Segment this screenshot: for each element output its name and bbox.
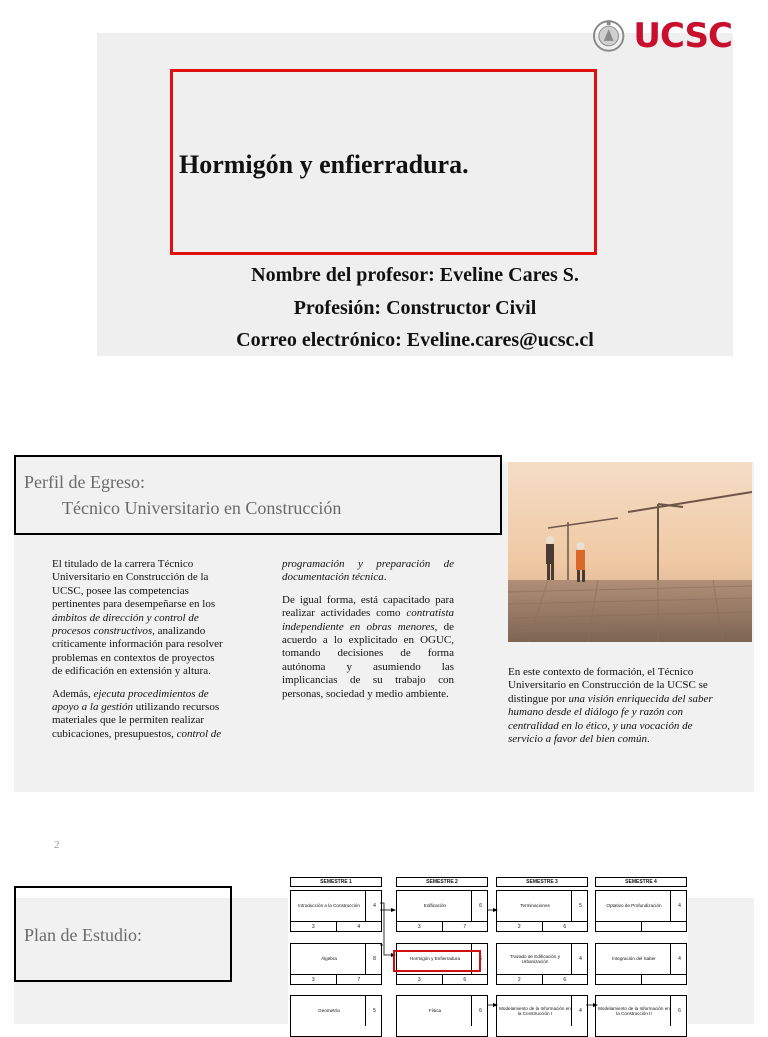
course-name: Optativo de Profundización — [606, 903, 662, 909]
course-credits: 4 — [571, 996, 589, 1026]
semester-header: SEMESTRE 4 — [595, 877, 687, 887]
course-name: Introducción a la Construcción — [298, 903, 360, 909]
course-credits: 6 — [471, 944, 489, 974]
course-title: Hormigón y enfierradura. — [179, 150, 469, 179]
profile-subheading: Técnico Universitario en Construcción — [62, 498, 342, 518]
text-run: , analizando críticamente información para resolver problemas en contextos de proyectos de edificación en extensión y altura. — [52, 625, 223, 678]
course-name: Hormigón y Enfierradura — [409, 956, 461, 962]
profile-heading: Perfil de Egreso: — [24, 472, 145, 492]
text-run: utilizando recursos materiales que le permiten realizar cubicaciones, presupuestos, — [52, 701, 220, 740]
course-hours-value: 7 — [357, 977, 361, 983]
current-course-highlight — [393, 950, 481, 972]
semester-header: SEMESTRE 2 — [396, 877, 488, 887]
course-name: Edificación — [423, 903, 447, 909]
course-credits: 6 — [471, 996, 489, 1026]
text-run: . — [383, 571, 387, 584]
course-credits: 4 — [571, 944, 589, 974]
text-run-italic: programación y preparación de documentación técnica — [282, 558, 454, 584]
text-run: , de acuerdo a lo explicitado en OGUC, tomando decisiones de forma autónoma y asumiendo las implicancias de su trabajo con personas, sociedad y medio ambiente. — [282, 620, 454, 700]
course-name: Trazado de Edificación y Urbanización — [509, 953, 561, 964]
course-name: Geometría — [318, 1008, 340, 1014]
page-number: 2 — [54, 839, 60, 851]
semester-header: SEMESTRE 3 — [496, 877, 588, 887]
course-name: Terminaciones — [520, 903, 550, 909]
text-run-italic: contratista independiente en obras menores — [282, 607, 454, 633]
curriculum-grid — [288, 875, 688, 1024]
course-credits: 6 — [670, 996, 688, 1026]
profile-paragraph — [282, 594, 454, 701]
professor-email: Correo electrónico: Eveline.cares@ucsc.cl — [236, 329, 594, 351]
course-hours-value: 2 — [497, 922, 543, 932]
course-credits: 4 — [670, 944, 688, 974]
prerequisite-arrows — [288, 875, 688, 1024]
professor-profession: Profesión: Constructor Civil — [293, 297, 537, 319]
course-name: Álgebra — [321, 956, 337, 962]
course-hours-value: 3 — [397, 975, 443, 985]
course-credits: 5 — [365, 996, 383, 1026]
semester-header: SEMESTRE 1 — [290, 877, 382, 887]
text-run-italic: control de — [176, 727, 222, 740]
logo-text: UCSC — [633, 16, 732, 56]
course-hours-value: 6 — [563, 977, 567, 983]
course-hours-value: 4 — [357, 924, 361, 930]
profile-heading-box — [14, 455, 502, 535]
course-hours-value: 3 — [291, 922, 337, 932]
course-name: Integración del Saber — [612, 956, 656, 962]
course-name: Modelamiento de la Información en la Construcción II — [598, 1005, 670, 1016]
profile-column-3 — [508, 666, 720, 746]
course-hours-value: 6 — [463, 977, 467, 983]
text-run-italic: una visión enriquecida del saber humano desde el diálogo fe y razón con centralidad en lo ético, y una vocación de servicio a favor del bien común — [508, 692, 713, 746]
profile-paragraph — [52, 558, 224, 679]
profile-column-1 — [52, 558, 224, 741]
profile-column-2 — [282, 558, 454, 701]
course-hours-value: 7 — [463, 924, 467, 930]
professor-name: Nombre del profesor: Eveline Cares S. — [251, 264, 579, 286]
course-hours-value: 2 — [497, 975, 543, 985]
text-run: El titulado de la carrera Técnico Universitario en Construcción de la UCSC, posee las competencias pertinentes para desempeñarse en los — [52, 558, 216, 611]
course-hours-value: 3 — [291, 975, 337, 985]
profile-paragraph — [52, 688, 224, 742]
text-run: En este contexto de formación, el Técnico Universitario en Construcción de la UCSC se distingue por — [508, 666, 708, 705]
course-credits: 4 — [365, 891, 383, 921]
course-credits: 6 — [471, 891, 489, 921]
text-run: Además, — [52, 687, 94, 700]
course-name: Modelamiento de la Información en la Construcción I — [499, 1005, 571, 1016]
profile-paragraph — [282, 558, 454, 585]
text-run: . — [647, 733, 650, 746]
course-credits: 4 — [670, 891, 688, 921]
course-hours-value: 3 — [397, 922, 443, 932]
course-name: Física — [428, 1008, 442, 1014]
text-run-italic: ejecuta procedimientos de apoyo a la gestión — [52, 687, 209, 714]
ucsc-logo — [592, 14, 732, 58]
study-plan-heading: Plan de Estudio: — [24, 925, 142, 945]
course-credits: 8 — [365, 944, 383, 974]
university-seal-icon — [592, 17, 625, 55]
construction-workers-photo — [508, 462, 752, 642]
profile-paragraph — [508, 666, 720, 746]
text-run: De igual forma, está capacitado para realizar actividades como — [282, 593, 454, 620]
course-hours-value: 6 — [563, 924, 567, 930]
course-credits: 5 — [571, 891, 589, 921]
text-run-italic: ámbitos de dirección y control de procesos constructivos — [52, 611, 199, 638]
